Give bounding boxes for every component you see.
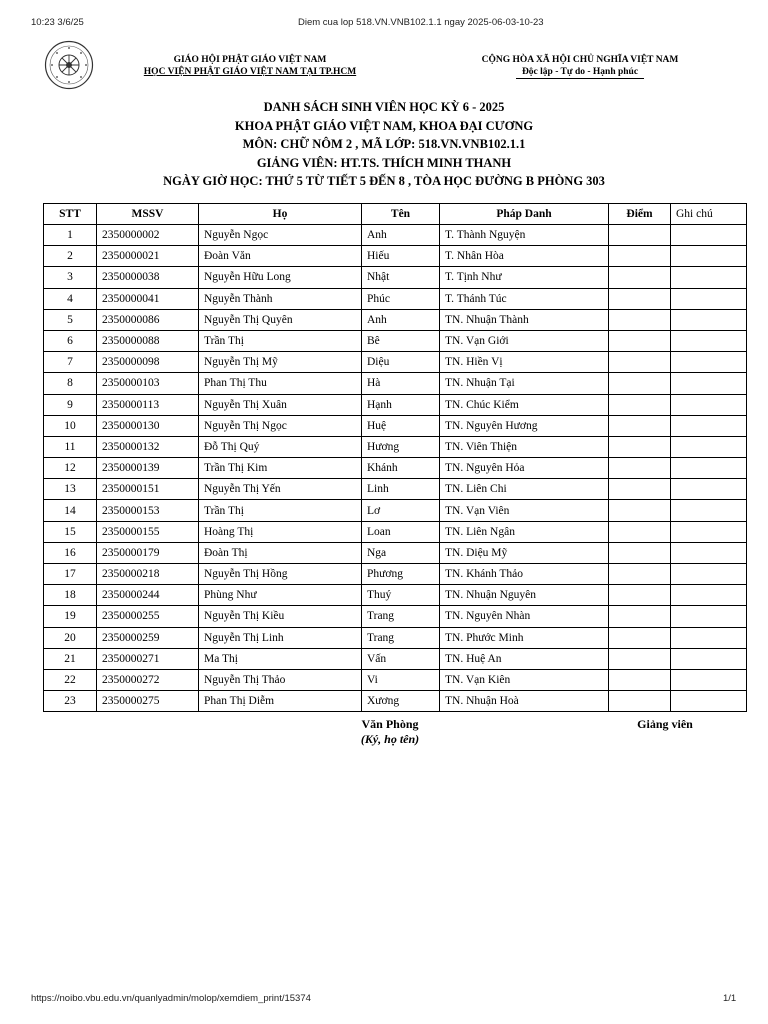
cell-phap-danh: T. Tịnh Như bbox=[440, 267, 609, 288]
cell-ten: Trang bbox=[362, 606, 440, 627]
cell-ho: Đỗ Thị Quý bbox=[199, 436, 362, 457]
col-header-ghi-chu: Ghi chú bbox=[671, 204, 747, 225]
cell-mssv: 2350000021 bbox=[97, 246, 199, 267]
cell-ten: Khánh bbox=[362, 458, 440, 479]
cell-mssv: 2350000098 bbox=[97, 352, 199, 373]
cell-ho: Trần Thị bbox=[199, 330, 362, 351]
cell-diem bbox=[609, 479, 671, 500]
cell-ho: Nguyễn Hữu Long bbox=[199, 267, 362, 288]
cell-ten: Anh bbox=[362, 225, 440, 246]
org-line-2: HỌC VIỆN PHẬT GIÁO VIỆT NAM TẠI TP.HCM bbox=[143, 67, 357, 77]
student-table bbox=[43, 203, 747, 712]
cell-diem bbox=[609, 288, 671, 309]
table-row bbox=[44, 542, 747, 563]
cell-stt: 10 bbox=[44, 415, 97, 436]
cell-diem bbox=[609, 309, 671, 330]
cell-diem bbox=[609, 246, 671, 267]
cell-ten: Hà bbox=[362, 373, 440, 394]
cell-ho: Nguyễn Thị Ngọc bbox=[199, 415, 362, 436]
table-row bbox=[44, 458, 747, 479]
cell-ghi-chu bbox=[671, 394, 747, 415]
print-datetime: 10:23 3/6/25 bbox=[31, 17, 84, 28]
table-row bbox=[44, 585, 747, 606]
cell-ghi-chu bbox=[671, 458, 747, 479]
cell-diem bbox=[609, 373, 671, 394]
table-row bbox=[44, 373, 747, 394]
col-header-mssv: MSSV bbox=[97, 204, 199, 225]
cell-mssv: 2350000086 bbox=[97, 309, 199, 330]
cell-ghi-chu bbox=[671, 267, 747, 288]
cell-phap-danh: TN. Nhuận Nguyên bbox=[440, 585, 609, 606]
table-row bbox=[44, 436, 747, 457]
cell-ten: Trang bbox=[362, 627, 440, 648]
table-row bbox=[44, 415, 747, 436]
print-page-number: 1/1 bbox=[723, 993, 737, 1004]
office-signature-note: (Ký, họ tên) bbox=[360, 732, 420, 746]
cell-stt: 9 bbox=[44, 394, 97, 415]
cell-phap-danh: TN. Vạn Kiên bbox=[440, 669, 609, 690]
cell-diem bbox=[609, 500, 671, 521]
cell-mssv: 2350000179 bbox=[97, 542, 199, 563]
cell-ho: Trần Thị Kim bbox=[199, 458, 362, 479]
cell-ten: Hiếu bbox=[362, 246, 440, 267]
table-row bbox=[44, 564, 747, 585]
cell-ten: Xương bbox=[362, 691, 440, 712]
cell-ghi-chu bbox=[671, 606, 747, 627]
cell-mssv: 2350000255 bbox=[97, 606, 199, 627]
cell-stt: 4 bbox=[44, 288, 97, 309]
cell-phap-danh: TN. Chúc Kiểm bbox=[440, 394, 609, 415]
country-name: CỘNG HÒA XÃ HỘI CHỦ NGHĨA VIỆT NAM bbox=[481, 55, 679, 65]
table-header-row bbox=[44, 204, 747, 225]
office-signature-block bbox=[320, 717, 460, 747]
cell-ten: Thuý bbox=[362, 585, 440, 606]
table-row bbox=[44, 394, 747, 415]
cell-stt: 7 bbox=[44, 352, 97, 373]
cell-stt: 16 bbox=[44, 542, 97, 563]
cell-mssv: 2350000259 bbox=[97, 627, 199, 648]
cell-mssv: 2350000275 bbox=[97, 691, 199, 712]
cell-ho: Trần Thị bbox=[199, 500, 362, 521]
title-line-1: DANH SÁCH SINH VIÊN HỌC KỲ 6 - 2025 bbox=[263, 100, 505, 114]
cell-ho: Phùng Như bbox=[199, 585, 362, 606]
buddhist-academy-seal-icon bbox=[44, 40, 94, 90]
cell-ghi-chu bbox=[671, 691, 747, 712]
table-row bbox=[44, 521, 747, 542]
table-row bbox=[44, 352, 747, 373]
table-row bbox=[44, 246, 747, 267]
cell-mssv: 2350000041 bbox=[97, 288, 199, 309]
cell-phap-danh: T. Thành Nguyện bbox=[440, 225, 609, 246]
teacher-signature-title: Giảng viên bbox=[637, 717, 693, 731]
cell-mssv: 2350000038 bbox=[97, 267, 199, 288]
cell-phap-danh: TN. Liên Ngân bbox=[440, 521, 609, 542]
cell-mssv: 2350000139 bbox=[97, 458, 199, 479]
cell-phap-danh: TN. Huệ An bbox=[440, 648, 609, 669]
cell-mssv: 2350000272 bbox=[97, 669, 199, 690]
cell-ho: Nguyễn Thị Linh bbox=[199, 627, 362, 648]
cell-ghi-chu bbox=[671, 648, 747, 669]
table-row bbox=[44, 669, 747, 690]
cell-ten: Anh bbox=[362, 309, 440, 330]
cell-diem bbox=[609, 394, 671, 415]
cell-stt: 22 bbox=[44, 669, 97, 690]
cell-ten: Nga bbox=[362, 542, 440, 563]
cell-ho: Phan Thị Diễm bbox=[199, 691, 362, 712]
cell-phap-danh: TN. Khánh Thảo bbox=[440, 564, 609, 585]
table-row bbox=[44, 288, 747, 309]
cell-phap-danh: TN. Hiền Vị bbox=[440, 352, 609, 373]
cell-ho: Nguyễn Thị Mỹ bbox=[199, 352, 362, 373]
cell-mssv: 2350000002 bbox=[97, 225, 199, 246]
cell-ten: Linh bbox=[362, 479, 440, 500]
cell-ho: Nguyễn Thị Kiều bbox=[199, 606, 362, 627]
cell-diem bbox=[609, 606, 671, 627]
cell-stt: 2 bbox=[44, 246, 97, 267]
cell-ten: Bê bbox=[362, 330, 440, 351]
cell-mssv: 2350000244 bbox=[97, 585, 199, 606]
cell-diem bbox=[609, 691, 671, 712]
cell-ghi-chu bbox=[671, 521, 747, 542]
cell-ghi-chu bbox=[671, 436, 747, 457]
cell-mssv: 2350000218 bbox=[97, 564, 199, 585]
table-row bbox=[44, 225, 747, 246]
cell-ho: Nguyễn Thị Yến bbox=[199, 479, 362, 500]
cell-phap-danh: TN. Nhuận Hoà bbox=[440, 691, 609, 712]
cell-phap-danh: TN. Vạn Viên bbox=[440, 500, 609, 521]
cell-phap-danh: TN. Phước Minh bbox=[440, 627, 609, 648]
table-body bbox=[44, 225, 747, 712]
title-line-4: GIẢNG VIÊN: HT.TS. THÍCH MINH THANH bbox=[256, 155, 512, 170]
cell-ghi-chu bbox=[671, 330, 747, 351]
cell-ho: Đoàn Thị bbox=[199, 542, 362, 563]
col-header-diem: Điểm bbox=[609, 204, 671, 225]
cell-stt: 20 bbox=[44, 627, 97, 648]
col-header-phap-danh: Pháp Danh bbox=[440, 204, 609, 225]
cell-stt: 17 bbox=[44, 564, 97, 585]
col-header-ho: Họ bbox=[199, 204, 362, 225]
cell-ghi-chu bbox=[671, 500, 747, 521]
cell-diem bbox=[609, 225, 671, 246]
table-row bbox=[44, 479, 747, 500]
cell-phap-danh: TN. Nguyên Hương bbox=[440, 415, 609, 436]
cell-diem bbox=[609, 521, 671, 542]
organization-header bbox=[100, 54, 400, 78]
cell-ten: Loan bbox=[362, 521, 440, 542]
cell-mssv: 2350000155 bbox=[97, 521, 199, 542]
cell-mssv: 2350000103 bbox=[97, 373, 199, 394]
cell-diem bbox=[609, 436, 671, 457]
cell-diem bbox=[609, 458, 671, 479]
motto-line: Độc lập - Tự do - Hạnh phúc bbox=[516, 66, 644, 79]
col-header-ten: Tên bbox=[362, 204, 440, 225]
cell-phap-danh: TN. Nguyên Hỏa bbox=[440, 458, 609, 479]
cell-phap-danh: T. Thánh Túc bbox=[440, 288, 609, 309]
cell-phap-danh: TN. Nhuận Thành bbox=[440, 309, 609, 330]
cell-diem bbox=[609, 267, 671, 288]
cell-ho: Nguyễn Thành bbox=[199, 288, 362, 309]
cell-mssv: 2350000088 bbox=[97, 330, 199, 351]
cell-stt: 19 bbox=[44, 606, 97, 627]
cell-ghi-chu bbox=[671, 542, 747, 563]
cell-phap-danh: T. Nhân Hòa bbox=[440, 246, 609, 267]
national-motto bbox=[460, 54, 700, 79]
table-row bbox=[44, 267, 747, 288]
cell-stt: 13 bbox=[44, 479, 97, 500]
cell-ten: Huệ bbox=[362, 415, 440, 436]
cell-ten: Hương bbox=[362, 436, 440, 457]
cell-ghi-chu bbox=[671, 585, 747, 606]
cell-stt: 15 bbox=[44, 521, 97, 542]
cell-diem bbox=[609, 564, 671, 585]
cell-diem bbox=[609, 330, 671, 351]
cell-ho: Nguyễn Thị Thảo bbox=[199, 669, 362, 690]
cell-stt: 11 bbox=[44, 436, 97, 457]
cell-ghi-chu bbox=[671, 352, 747, 373]
cell-ghi-chu bbox=[671, 479, 747, 500]
cell-ho: Nguyễn Ngọc bbox=[199, 225, 362, 246]
cell-ten: Vấn bbox=[362, 648, 440, 669]
cell-mssv: 2350000153 bbox=[97, 500, 199, 521]
cell-ho: Nguyễn Thị Hồng bbox=[199, 564, 362, 585]
cell-ho: Hoàng Thị bbox=[199, 521, 362, 542]
cell-stt: 21 bbox=[44, 648, 97, 669]
table-row bbox=[44, 691, 747, 712]
cell-ten: Phương bbox=[362, 564, 440, 585]
cell-stt: 5 bbox=[44, 309, 97, 330]
cell-diem bbox=[609, 415, 671, 436]
cell-ho: Đoàn Văn bbox=[199, 246, 362, 267]
cell-mssv: 2350000271 bbox=[97, 648, 199, 669]
cell-mssv: 2350000151 bbox=[97, 479, 199, 500]
col-header-stt: STT bbox=[44, 204, 97, 225]
cell-ho: Nguyễn Thị Quyên bbox=[199, 309, 362, 330]
cell-ghi-chu bbox=[671, 288, 747, 309]
cell-mssv: 2350000113 bbox=[97, 394, 199, 415]
cell-phap-danh: TN. Liên Chi bbox=[440, 479, 609, 500]
cell-ten: Vi bbox=[362, 669, 440, 690]
table-row bbox=[44, 330, 747, 351]
table-row bbox=[44, 627, 747, 648]
cell-ghi-chu bbox=[671, 373, 747, 394]
cell-ghi-chu bbox=[671, 309, 747, 330]
cell-stt: 23 bbox=[44, 691, 97, 712]
table-row bbox=[44, 500, 747, 521]
cell-stt: 1 bbox=[44, 225, 97, 246]
title-line-3: MÔN: CHỮ NÔM 2 , MÃ LỚP: 518.VN.VNB102.1.1 bbox=[242, 137, 526, 151]
document-title-block bbox=[0, 98, 768, 191]
cell-phap-danh: TN. Viên Thiện bbox=[440, 436, 609, 457]
cell-diem bbox=[609, 352, 671, 373]
title-line-2: KHOA PHẬT GIÁO VIỆT NAM, KHOA ĐẠI CƯƠNG bbox=[234, 118, 534, 133]
cell-phap-danh: TN. Diệu Mỹ bbox=[440, 542, 609, 563]
cell-ten: Phúc bbox=[362, 288, 440, 309]
cell-mssv: 2350000132 bbox=[97, 436, 199, 457]
print-url: https://noibo.vbu.edu.vn/quanlyadmin/molop/xemdiem_print/15374 bbox=[31, 993, 311, 1004]
cell-phap-danh: TN. Nhuận Tại bbox=[440, 373, 609, 394]
cell-ho: Nguyễn Thị Xuân bbox=[199, 394, 362, 415]
org-line-1: GIÁO HỘI PHẬT GIÁO VIỆT NAM bbox=[173, 55, 327, 65]
cell-ghi-chu bbox=[671, 246, 747, 267]
cell-ten: Lơ bbox=[362, 500, 440, 521]
cell-diem bbox=[609, 669, 671, 690]
cell-diem bbox=[609, 585, 671, 606]
cell-diem bbox=[609, 627, 671, 648]
cell-stt: 8 bbox=[44, 373, 97, 394]
cell-stt: 3 bbox=[44, 267, 97, 288]
cell-ho: Phan Thị Thu bbox=[199, 373, 362, 394]
cell-diem bbox=[609, 542, 671, 563]
cell-stt: 12 bbox=[44, 458, 97, 479]
cell-phap-danh: TN. Vạn Giới bbox=[440, 330, 609, 351]
cell-ho: Ma Thị bbox=[199, 648, 362, 669]
cell-stt: 6 bbox=[44, 330, 97, 351]
cell-stt: 14 bbox=[44, 500, 97, 521]
cell-ghi-chu bbox=[671, 415, 747, 436]
cell-ghi-chu bbox=[671, 564, 747, 585]
cell-ghi-chu bbox=[671, 627, 747, 648]
table-row bbox=[44, 648, 747, 669]
table-row bbox=[44, 309, 747, 330]
cell-ten: Diệu bbox=[362, 352, 440, 373]
table-row bbox=[44, 606, 747, 627]
cell-phap-danh: TN. Nguyên Nhàn bbox=[440, 606, 609, 627]
cell-stt: 18 bbox=[44, 585, 97, 606]
title-line-5: NGÀY GIỜ HỌC: THỨ 5 TỪ TIẾT 5 ĐẾN 8 , TÒA HỌC ĐƯỜNG B PHÒNG 303 bbox=[163, 174, 605, 188]
cell-ghi-chu bbox=[671, 669, 747, 690]
cell-diem bbox=[609, 648, 671, 669]
cell-mssv: 2350000130 bbox=[97, 415, 199, 436]
cell-ten: Hạnh bbox=[362, 394, 440, 415]
office-signature-title: Văn Phòng bbox=[361, 717, 419, 731]
cell-ten: Nhật bbox=[362, 267, 440, 288]
print-doc-title: Diem cua lop 518.VN.VNB102.1.1 ngay 2025-06-03-10-23 bbox=[298, 17, 544, 28]
cell-ghi-chu bbox=[671, 225, 747, 246]
